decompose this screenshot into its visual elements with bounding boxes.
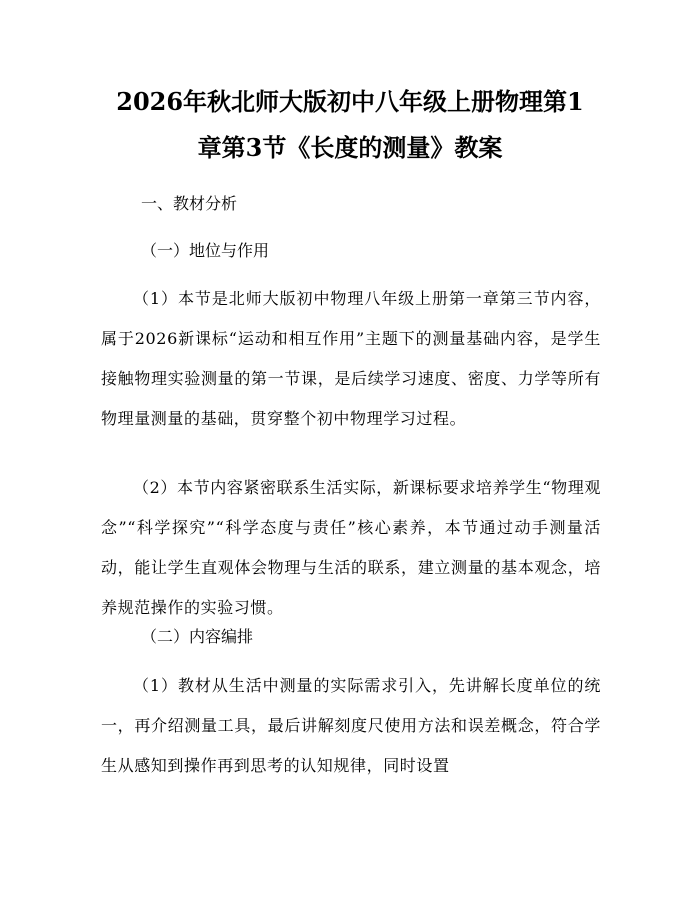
section-heading-textbook-analysis: 一、教材分析 [141, 194, 238, 213]
document-title-line-1: 2026年秋北师大版初中八年级上册物理第1 [116, 87, 584, 116]
subsection-heading-position-role: （一）地位与作用 [141, 241, 270, 260]
paragraph-1: （1）本节是北师大版初中物理八年级上册第一章第三节内容，属于2026新课标“运动和相互作用”主题下的测量基础内容，是学生接触物理实验测量的第一节课，是后续学习速度、密度、力学等所有物理量测量的基础，贯穿整个初中物理学习过程。 [101, 289, 601, 428]
paragraph-3: （1）教材从生活中测量的实际需求引入，先讲解长度单位的统一，再介绍测量工具，最后讲解刻度尺使用方法和误差概念，符合学生从感知到操作再到思考的认知规律，同时设置 [101, 676, 601, 775]
document-title-line-2: 章第3节《长度的测量》教案 [197, 133, 503, 162]
subsection-heading-content-arrangement: （二）内容编排 [141, 627, 254, 646]
paragraph-2: （2）本节内容紧密联系生活实际，新课标要求培养学生“物理观念”“科学探究”“科学态度与责任”核心素养，本节通过动手测量活动，能让学生直观体会物理与生活的联系，建立测量的基本观念，培养规范操作的实验习惯。 [101, 478, 601, 617]
